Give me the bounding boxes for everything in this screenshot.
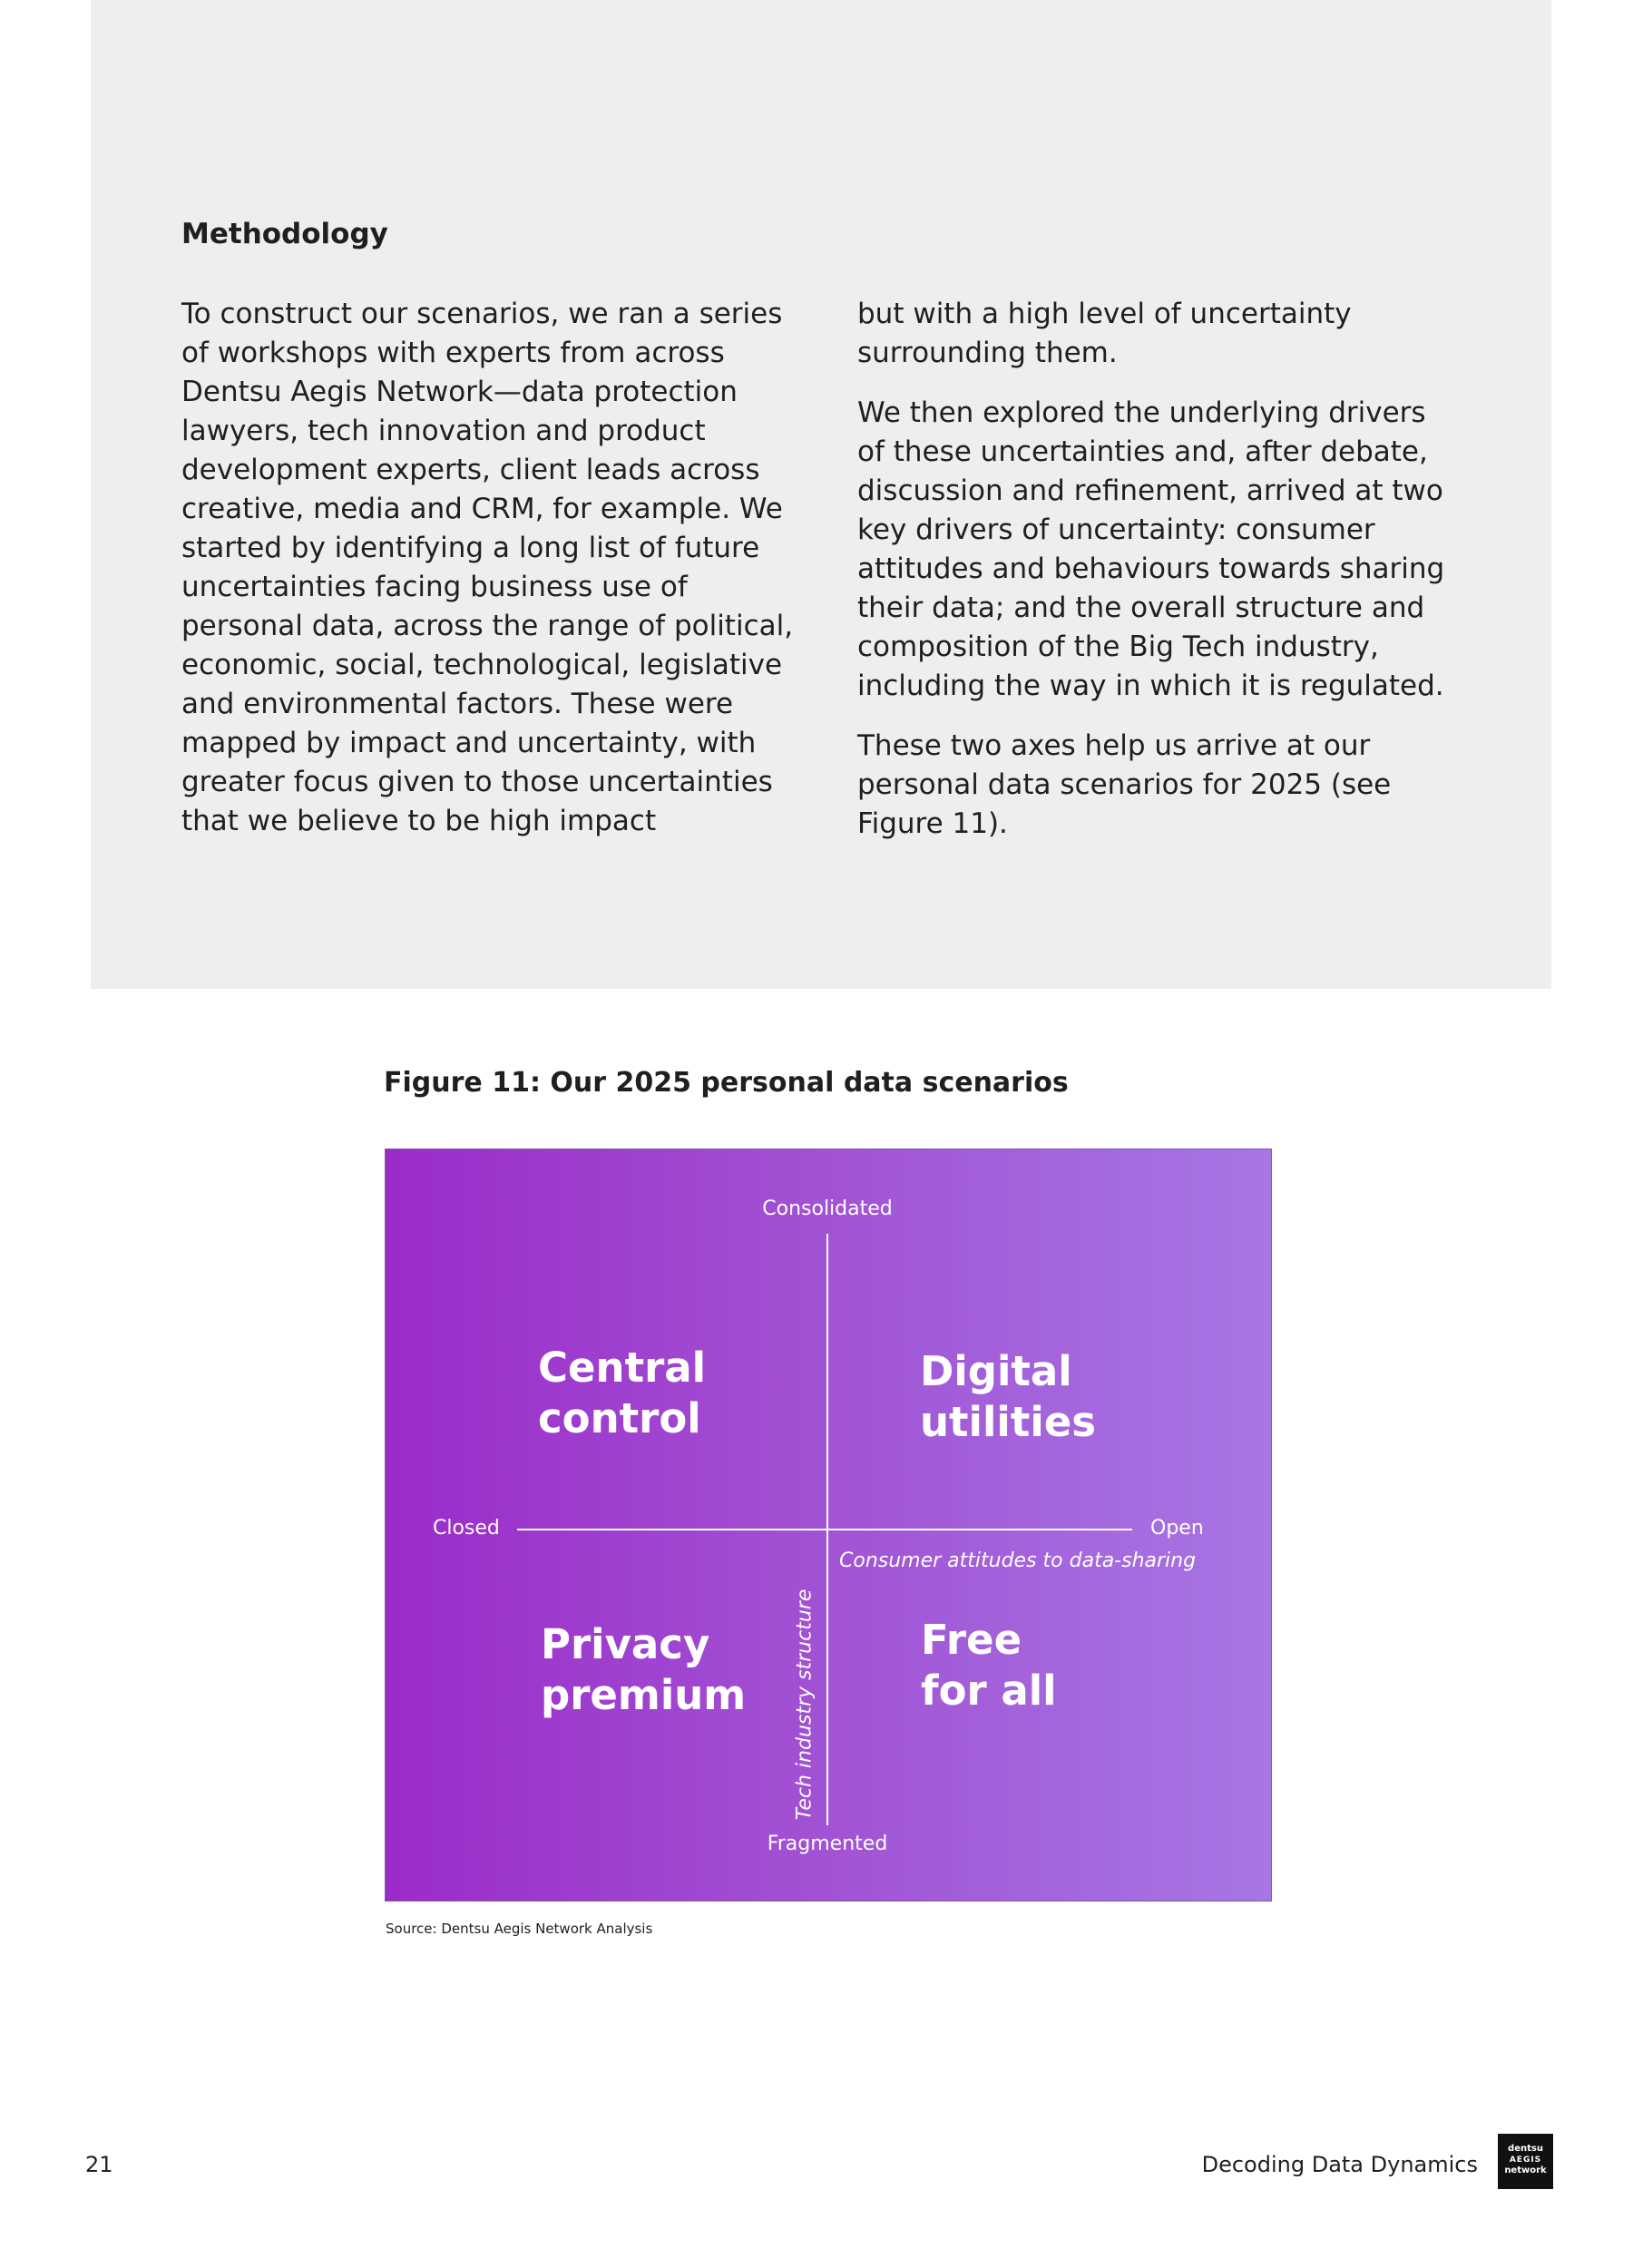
axis-label-fragmented: Fragmented (767, 1833, 888, 1855)
logo-line: dentsu (1508, 2144, 1543, 2154)
methodology-paragraph: These two axes help us arrive at our personal data scenarios for 2025 (see Figure 11). (857, 729, 1392, 840)
methodology-paragraph: To construct our scenarios, we ran a series of workshops with experts from across Dentsu Aegis Network—data protection lawyers, tech innovation and product development experts, client leads across creative, media and CRM, for example. We started by identifying a long list of future uncertainties facing business use of personal data, across the range of political, economic, social, technological, legislative and environmental factors. These were mapped by impact and uncertainty, with greater focus given to those uncertainties that we believe to be high impact (181, 298, 794, 837)
axis-label-consolidated: Consolidated (762, 1198, 893, 1220)
quadrant-label-line: Digital (920, 1347, 1072, 1395)
quadrant-label-line: utilities (920, 1398, 1097, 1446)
vertical-axis-title: Tech industry structure (793, 1589, 816, 1821)
methodology-right-column (857, 295, 1447, 844)
quadrant-free-for-all (921, 1615, 1057, 1716)
figure-source: Source: Dentsu Aegis Network Analysis (386, 1921, 653, 1937)
methodology-paragraph: but with a high level of uncertainty surrounding them. (857, 298, 1352, 369)
quadrant-label-line: Free (921, 1616, 1022, 1664)
quadrant-label-line: control (538, 1394, 701, 1442)
quadrant-digital-utilities (920, 1346, 1096, 1448)
logo-line: AEGIS (1509, 2156, 1542, 2165)
figure-title: Figure 11: Our 2025 personal data scenarios (384, 1067, 1069, 1099)
axis-label-open: Open (1150, 1517, 1204, 1540)
methodology-paragraph: We then explored the underlying drivers of these uncertainties and, after debate, discussion and refinement, arrived at two key drivers of uncertainty: consumer attitudes and behaviours towards sharing their data; and the overall structure and composition of the Big Tech industry, including the way in which it is regulated. (857, 396, 1445, 702)
quadrant-label-line: Privacy (541, 1620, 710, 1668)
logo-line: network (1504, 2165, 1547, 2175)
dentsu-aegis-logo (1498, 2134, 1553, 2189)
quadrant-privacy-premium (541, 1619, 746, 1721)
axis-label-closed: Closed (433, 1517, 500, 1540)
scenario-matrix (385, 1149, 1272, 1901)
methodology-left-column (181, 295, 816, 841)
quadrant-label-line: Central (538, 1344, 707, 1392)
horizontal-axis-title: Consumer attitudes to data-sharing (839, 1549, 1197, 1572)
page-number: 21 (85, 2152, 113, 2177)
quadrant-label-line: premium (541, 1671, 747, 1719)
quadrant-label-line: for all (921, 1667, 1057, 1715)
horizontal-axis-line (517, 1529, 1132, 1530)
methodology-panel (91, 0, 1551, 989)
quadrant-central-control (538, 1343, 706, 1444)
footer-title: Decoding Data Dynamics (1201, 2152, 1478, 2177)
methodology-heading: Methodology (181, 218, 388, 250)
